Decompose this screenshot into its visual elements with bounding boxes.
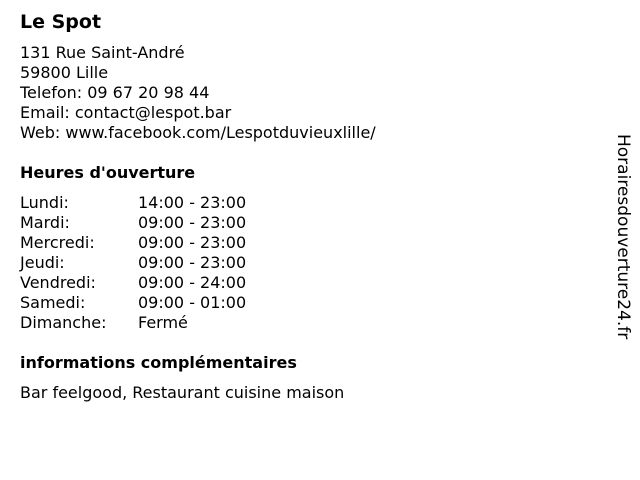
day-hours: 09:00 - 23:00 <box>138 233 247 252</box>
phone-line: Telefon: 09 67 20 98 44 <box>20 83 210 102</box>
hours-row-tuesday <box>20 213 600 233</box>
hours-row-saturday <box>20 293 600 313</box>
hours-row-friday <box>20 273 600 293</box>
web-line: Web: www.facebook.com/Lespotduvieuxlille/ <box>20 123 376 142</box>
day-label: Mercredi: <box>20 233 95 252</box>
site-watermark-label: Horairesdouverture24.fr <box>613 134 633 340</box>
day-hours: Fermé <box>138 313 188 332</box>
hours-row-wednesday <box>20 233 600 253</box>
additional-info-heading: informations complémentaires <box>20 353 297 372</box>
day-label: Lundi: <box>20 193 69 212</box>
business-name: Le Spot <box>20 11 102 33</box>
address-line-2: 59800 Lille <box>20 63 109 82</box>
email-line: Email: contact@lespot.bar <box>20 103 232 122</box>
opening-hours-heading: Heures d'ouverture <box>20 163 196 182</box>
day-label: Dimanche: <box>20 313 107 332</box>
day-label: Mardi: <box>20 213 70 232</box>
day-label: Jeudi: <box>20 253 65 272</box>
opening-hours-table <box>20 193 600 333</box>
day-hours: 09:00 - 23:00 <box>138 253 247 272</box>
hours-row-sunday <box>20 313 600 333</box>
business-card <box>20 10 600 403</box>
day-label: Samedi: <box>20 293 86 312</box>
additional-info-text: Bar feelgood, Restaurant cuisine maison <box>20 383 345 402</box>
day-label: Vendredi: <box>20 273 96 292</box>
day-hours: 09:00 - 01:00 <box>138 293 247 312</box>
address-line-1: 131 Rue Saint-André <box>20 43 185 62</box>
day-hours: 09:00 - 24:00 <box>138 273 247 292</box>
day-hours: 14:00 - 23:00 <box>138 193 247 212</box>
day-hours: 09:00 - 23:00 <box>138 213 247 232</box>
hours-row-monday <box>20 193 600 213</box>
hours-row-thursday <box>20 253 600 273</box>
